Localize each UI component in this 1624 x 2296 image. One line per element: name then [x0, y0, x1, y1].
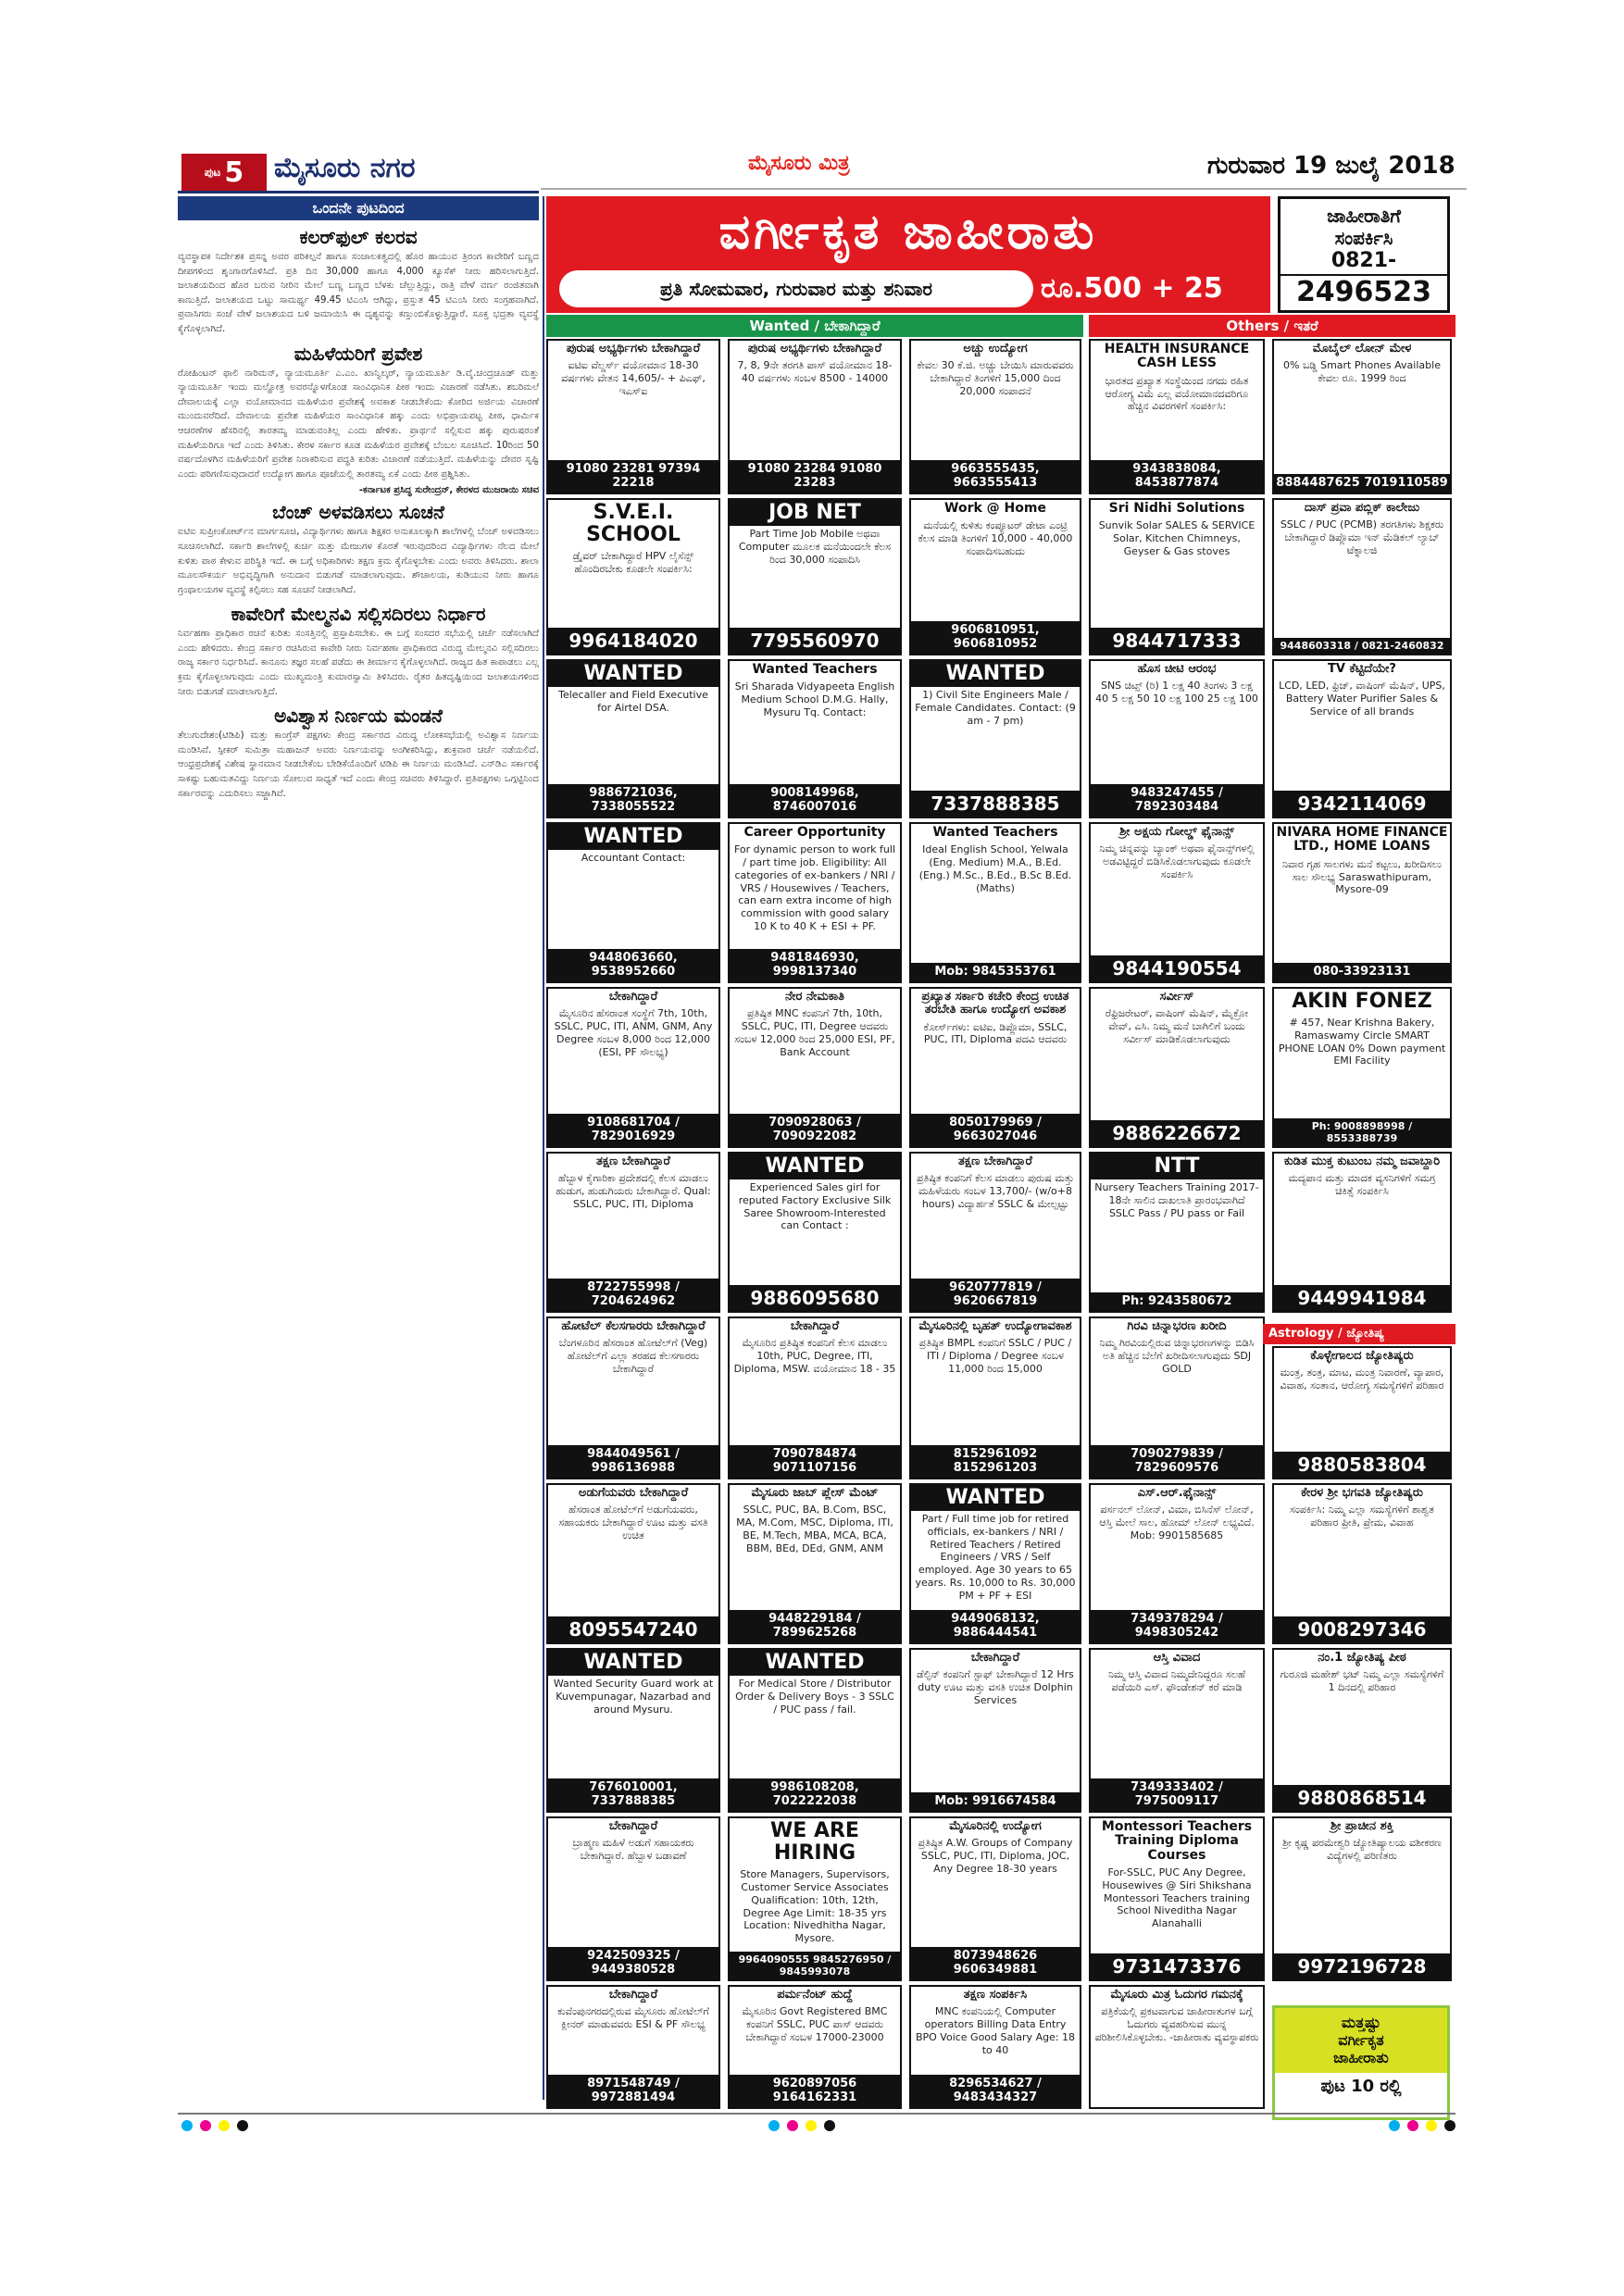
ad-phone: 8971548749 / 9972881494 — [548, 2075, 718, 2107]
ad-text: For-SSLC, PUC Any Degree, Housewives @ Siri Shikshana Montessori Teachers training School Niveditha Nagar Alanahalli — [1102, 1866, 1252, 1930]
classified-ad — [1272, 339, 1452, 494]
contact-line-1: ಜಾಹೀರಾತಿಗೆ — [1327, 205, 1401, 227]
ad-heading: ಬೇಕಾಗಿದ್ದಾರೆ — [608, 990, 658, 1004]
column-divider — [543, 196, 544, 2100]
classified-ad — [909, 987, 1081, 1148]
ad-text: ಹೆಸರಾಂತ ಹೋಟೆಲ್‌ಗೆ ಅಡುಗೆಯವರು, ಸಹಾಯಕರು ಬೇಕಾಗಿದ್ದಾರೆ ಊಟ ಮತ್ತು ವಸತಿ ಉಚಿತ — [558, 1504, 708, 1541]
ad-heading: ತಕ್ಷಣ ಸಂಪರ್ಕಿಸಿ — [963, 1988, 1028, 2002]
ad-heading: Montessori Teachers Training Diploma Courses — [1101, 1819, 1253, 1863]
page-number-badge — [181, 154, 267, 191]
ad-heading: ಬೇಕಾಗಿದ್ದಾರೆ — [970, 1651, 1020, 1665]
ad-text: ಹೆಬ್ಬಾಳ ಕೈಗಾರಿಕಾ ಪ್ರದೇಶದಲ್ಲಿ ಕೆಲಸ ಮಾಡಲು ಹುಡುಗ, ಹುಡುಗಿಯರು ಬೇಕಾಗಿದ್ದಾರೆ. Qual: SSLC, PUC, ITI, Diploma — [556, 1172, 711, 1210]
continued-label: ಒಂದನೇ ಪುಟದಿಂದ — [178, 196, 539, 220]
ad-text: 0% ಬಡ್ಡಿ Smart Phones Available ಕೇವಲ ರೂ. 1999 ರಿಂದ — [1283, 359, 1441, 385]
ad-heading: ಶ್ರೀ ಅಕ್ಷಯ ಗೋಲ್ಡ್ ಫೈನಾನ್ಸ್ — [1119, 825, 1234, 839]
classified-ad — [1089, 1483, 1265, 1644]
footer-rule — [178, 2113, 1455, 2115]
ad-heading: TV ಕೆಟ್ಟಿದೆಯೇ? — [1328, 662, 1396, 676]
ad-text: ರೆಫ್ರಿಜರೇಟರ್, ವಾಷಿಂಗ್ ಮೆಷಿನ್, ಮೈಕ್ರೋ ವೇವ್, ಎಸಿ. ನಿಮ್ಮ ಮನೆ ಬಾಗಿಲಿಗೆ ಬಂದು ಸರ್ವೀಸ್ ಮಾಡಿಕೊಡಲಾಗುವುದು — [1105, 1007, 1249, 1045]
article-headline: ಕಾವೇರಿಗೆ ಮೇಲ್ಮನವಿ ಸಲ್ಲಿಸದಿರಲು ನಿರ್ಧಾರ — [231, 603, 486, 626]
ad-heading: ಮೈಸೂರು ಮಿತ್ರ ಓದುಗರ ಗಮನಕ್ಕೆ — [1110, 1988, 1243, 2002]
ad-text: ಬ್ರಾಹ್ಮಣ ಮಹಿಳೆ ಅಡುಗೆ ಸಹಾಯಕರು ಬೇಕಾಗಿದ್ದಾರೆ. ಹೆಬ್ಬಾಳ ಬಡಾವಣೆ — [572, 1837, 694, 1863]
ad-heading: WANTED — [730, 1650, 900, 1676]
classified-ad — [909, 1152, 1081, 1313]
magenta-dot — [787, 2120, 798, 2131]
ad-text: For dynamic person to work full / part time job. Eligibility: All categories of ex-bankers / NRI / VRS / Housewives / Teachers, can earn extra income of high commission with good salary 10 K to 40 K + ESI + PF. — [733, 843, 896, 932]
classified-ad — [909, 659, 1081, 818]
yellow-dot — [806, 2120, 817, 2131]
classified-ad — [1272, 987, 1452, 1148]
ad-heading: ಶ್ರೀ ಪ್ರಾಚೀನ ಶಕ್ತಿ — [1330, 1819, 1393, 1833]
ad-heading: S.V.E.I. SCHOOL — [586, 501, 681, 547]
ad-text: # 457, Near Krishna Bakery, Ramaswamy Circle SMART PHONE LOAN 0% Down payment EMI Facility — [1278, 1017, 1446, 1067]
ad-heading: JOB NET — [730, 500, 900, 526]
ad-heading: ಹೋಟೆಲ್ ಕೆಲಸಗಾರರು ಬೇಕಾಗಿದ್ದಾರೆ — [561, 1319, 706, 1333]
ad-phone: 9844049561 / 9986136988 — [548, 1445, 718, 1478]
classified-ad — [1089, 1985, 1265, 2109]
ad-phone: 080-33923131 — [1274, 963, 1450, 981]
ad-heading: ಗಿರವಿ ಚಿನ್ನಾಭರಣ ಖರೀದಿ — [1127, 1319, 1227, 1333]
ad-phone: 9844717333 — [1091, 628, 1263, 654]
yellow-dot — [219, 2120, 230, 2131]
ad-heading: ಮೈಸೂರಿನಲ್ಲಿ ಉದ್ಯೋಗ — [949, 1819, 1042, 1833]
ad-heading: Wanted Teachers — [932, 825, 1058, 840]
ad-phone: 9972196728 — [1274, 1953, 1450, 1979]
classified-ad — [1272, 822, 1452, 983]
ad-text: ಪರ್ಸನಲ್ ಲೋನ್, ವಿಮಾ, ಬಿಸಿನೆಸ್ ಲೋನ್, ಆಸ್ತಿ ಮೇಲೆ ಸಾಲ, ಹೋಮ್ ಲೋನ್ ಲಭ್ಯವಿದೆ. Mob: 9901585685 — [1099, 1504, 1255, 1541]
ad-phone: 9448229184 / 7899625268 — [730, 1610, 900, 1642]
classified-ad — [546, 1648, 720, 1813]
ad-phone: 9886721036, 7338055522 — [548, 784, 718, 817]
ad-phone: 7337888385 — [911, 791, 1080, 817]
ad-phone: 9108681704 / 7829016929 — [548, 1114, 718, 1146]
ad-text: ಪ್ರತಿಷ್ಠಿತ MNC ಕಂಪನಿಗೆ 7th, 10th, SSLC, PUC, ITI, Degree ಆದವರು ಸಂಬಳ 12,000 ರಿಂದ 25,000 ESI, PF, Bank Account — [734, 1007, 895, 1058]
classified-ad — [728, 1816, 902, 1981]
ad-heading: ಪುರುಷ ಅಭ್ಯರ್ಥಿಗಳು ಬೇಕಾಗಿದ್ದಾರೆ — [747, 342, 882, 356]
ad-heading: ಕುಡಿತ ಮುಕ್ತ ಕುಟುಂಬ ನಮ್ಮ ಜವಾಬ್ದಾರಿ — [1283, 1154, 1441, 1168]
ad-heading: ಬೇಕಾಗಿದ್ದಾರೆ — [790, 1319, 840, 1333]
ad-phone: 9606810951, 9606810952 — [911, 621, 1080, 654]
ad-phone: 9448603318 / 0821-2460832 — [1274, 638, 1450, 654]
category-astrology: Astrology / ಜ್ಯೋತಿಷ್ಯ — [1263, 1324, 1455, 1344]
ad-phone: 8296534627 / 9483434327 — [911, 2075, 1080, 2107]
more-line-2: ವರ್ಗೀಕೃತ — [1338, 2031, 1384, 2050]
cyan-dot — [768, 2120, 780, 2131]
ad-phone: 9448063660, 9538952660 — [548, 949, 718, 981]
classified-ad — [1272, 1346, 1452, 1479]
ad-phone: 8884487625 7019110589 — [1274, 474, 1450, 493]
ad-phone: 9483247455 / 7892303484 — [1091, 784, 1263, 817]
classified-ad — [909, 822, 1081, 983]
ad-text: ಭಾರತದ ಪ್ರಖ್ಯಾತ ಸಂಸ್ಥೆಯಿಂದ ನಗದು ರಹಿತ ಆರೋಗ್ಯ ವಿಮೆ ಎಲ್ಲ ವಯೋಮಾನದವರಿಗೂ ಹೆಚ್ಚಿನ ವಿವರಗಳಿಗೆ ಸಂಪರ್ಕಿಸಿ: — [1105, 374, 1249, 413]
cyan-dot — [181, 2120, 193, 2131]
ad-text: ಮೈಸೂರಿನ ಪ್ರತಿಷ್ಠಿತ ಕಂಪನಿಗೆ ಕೆಲಸ ಮಾಡಲು 10th, PUC, Degree, ITI, Diploma, MSW. ವಯೋಮಾನ 18 - 35 — [733, 1337, 896, 1375]
black-dot — [1444, 2120, 1455, 2131]
classified-ad — [909, 1483, 1081, 1644]
black-dot — [824, 2120, 835, 2131]
ad-heading: ಬೇಕಾಗಿದ್ದಾರೆ — [608, 1819, 658, 1833]
ad-phone: Mob: 9916674584 — [911, 1792, 1080, 1811]
ad-phone: 9449068132, 9886444541 — [911, 1610, 1080, 1642]
classified-ad — [909, 339, 1081, 494]
color-register-marks-left — [181, 2120, 248, 2131]
page-number: 5 — [224, 156, 244, 189]
more-line-4: ಪುಟ 10 ರಲ್ಲಿ — [1320, 2076, 1402, 2096]
ad-phone: 9986108208, 7022222038 — [730, 1778, 900, 1811]
ad-text: ಸಂಪರ್ಕಿಸಿ: ನಿಮ್ಮ ಎಲ್ಲಾ ಸಮಸ್ಯೆಗಳಿಗೆ ಶಾಶ್ವತ ಪರಿಹಾರ ಪ್ರೀತಿ, ಪ್ರೇಮ, ವಿವಾಹ — [1290, 1504, 1434, 1529]
ad-text: Sri Sharada Vidyapeeta English Medium School D.M.G. Hally, Mysuru Tq. Contact: — [734, 680, 895, 718]
banner-title: ವರ್ಗೀಕೃತ ಜಾಹೀರಾತು — [718, 205, 1098, 260]
classified-ad — [909, 1985, 1081, 2109]
ad-heading: WANTED — [911, 661, 1080, 687]
contact-line-3: 0821- — [1330, 249, 1397, 272]
ad-heading: ಕೇರಳ ಶ್ರೀ ಭಗವತಿ ಜ್ಯೋತಿಷ್ಯರು — [1301, 1486, 1423, 1500]
ad-phone: 7090928063 / 7090922082 — [730, 1114, 900, 1146]
ad-phone: 91080 23281 97394 22218 — [548, 460, 718, 493]
more-line-3: ಜಾಹೀರಾತು — [1333, 2049, 1389, 2067]
ad-phone: 8152961092 8152961203 — [911, 1445, 1080, 1478]
more-line-1: ಮತ್ತಷ್ಟು — [1341, 2014, 1381, 2031]
ad-text: ಪ್ರತಿಷ್ಠಿತ A.W. Groups of Company SSLC, PUC, ITI, Diploma, JOC, Any Degree 18-30 years — [918, 1837, 1073, 1875]
ad-text: ಕೋರ್ಸ್‌ಗಳು: ಐಟಿಐ, ಡಿಪ್ಲೊಮಾ, SSLC, PUC, ITI, Diploma ಪದವಿ ಆದವರು — [923, 1020, 1068, 1046]
ad-text: MNC ಕಂಪನಿಯಲ್ಲಿ Computer operators Billing Data Entry BPO Voice Good Salary Age: 18 to 40 — [915, 2005, 1076, 2056]
ad-phone: 91080 23284 91080 23283 — [730, 460, 900, 493]
classified-ad — [1089, 822, 1265, 983]
ad-phone: 9880868514 — [1274, 1785, 1450, 1811]
classified-ad — [1089, 339, 1265, 494]
ad-phone: 8050179969 / 9663027046 — [911, 1114, 1080, 1146]
ad-phone: 8095547240 — [548, 1616, 718, 1642]
classified-ad — [728, 1648, 902, 1813]
classified-ad — [1089, 987, 1265, 1148]
article-headline: ಕಲರ್‌ಫುಲ್ ಕಲರವ — [299, 226, 418, 248]
date-line: ಗುರುವಾರ 19 ಜುಲೈ 2018 — [1207, 152, 1455, 180]
classified-ad — [546, 987, 720, 1148]
ad-text: ಮೈಸೂರಿನ ಹೆಸರಾಂತ ಸಂಸ್ಥೆಗೆ 7th, 10th, SSLC, PUC, ITI, ANM, GNM, Any Degree ಸಂಬಳ 8,000 ರಿಂದ 12,000 (ESI, PF ಸೌಲಭ್ಯ) — [554, 1007, 713, 1058]
banner-subtitle: ಪ್ರತಿ ಸೋಮವಾರ, ಗುರುವಾರ ಮತ್ತು ಶನಿವಾರ — [559, 270, 1033, 307]
ad-phone: 8073948626 9606349881 — [911, 1947, 1080, 1979]
ad-heading: ದಾಸ್ ಪ್ರವಾ ಪಬ್ಲಿಕ್ ಕಾಲೇಜು — [1304, 501, 1420, 515]
ad-phone: 9342114069 — [1274, 791, 1450, 817]
ad-phone: 9886226672 — [1091, 1120, 1263, 1146]
color-register-marks-right — [1389, 2120, 1455, 2131]
classified-ad — [909, 1816, 1081, 1981]
ad-text: ನಿಮ್ಮ ಗಿರವಿಯಲ್ಲಿರುವ ಚಿನ್ನಾಭರಣಗಳನ್ನು ಬಿಡಿಸಿ ಅತಿ ಹೆಚ್ಚಿನ ಬೆಲೆಗೆ ಖರೀದಿಸಲಾಗುವುದು SDJ GOLD — [1099, 1337, 1255, 1375]
ad-heading: ತಕ್ಷಣ ಬೇಕಾಗಿದ್ದಾರೆ — [958, 1154, 1032, 1168]
article-body: ಐಟಿಐ ಸುಪ್ರೀಂಕೋರ್ಟ್‌ನ ಮಾರ್ಗಸೂಚಿ, ವಿದ್ಯಾರ್ಥಿಗಳು ಹಾಗೂ ಶಿಕ್ಷಕರ ಅನುಕೂಲಕ್ಕಾಗಿ ಶಾಲೆಗಳಲ್ಲಿ ಬೆಂಚ್ ಅಳವಡಿಸಲು ಸೂಚಿಸಲಾಗಿದೆ. ಸರ್ಕಾರಿ ಶಾಲೆಗಳಲ್ಲಿ ಕುರ್ಚಿ ಮತ್ತು ಮೇಜುಗಳ ಕೊರತೆ ಇರುವುದರಿಂದ ವಿದ್ಯಾರ್ಥಿಗಳು ನೆಲದ ಮೇಲೆ ಕುಳಿತು ಪಾಠ ಕೇಳುವ ಪರಿಸ್ಥಿತಿ ಇದೆ. ಈ ಬಗ್ಗೆ ಅಧಿಕಾರಿಗಳು ತಕ್ಷಣ ಕ್ರಮ ಕೈಗೊಳ್ಳಬೇಕು ಎಂದು ಅವರು ತಿಳಿಸಿದರು. ಶಾಲಾ ಮೂಲಸೌಕರ್ಯ ಅಭಿವೃದ್ಧಿಗಾಗಿ ಅನುದಾನ ಬಿಡುಗಡೆ ಮಾಡಲಾಗುವುದು. ಶೌಚಾಲಯ, ಕುಡಿಯುವ ನೀರು ಹಾಗೂ ಗ್ರಂಥಾಲಯಗಳ ವ್ಯವಸ್ಥೆ ಕಲ್ಪಿಸಲು ಸಹ ಸೂಚನೆ ನೀಡಲಾಗಿದೆ. — [178, 527, 539, 595]
color-register-marks-center — [768, 2120, 835, 2131]
article-body: ವ್ಯವಸ್ಥಾಪಕ ನಿರ್ದೇಶಕ ಪ್ರಸನ್ನ ಅವರ ಪರಿಕಲ್ಪನೆ ಹಾಗೂ ಸಂಚಾಲಕತ್ವದಲ್ಲಿ ಹೊರ ಹಾಯುವ ತ್ರಿರಂಗ ಕಾವೇರಿಗೆ ಬಣ್ಣದ ದೀಪಗಳಿಂದ ಶೃಂಗಾರಗೊಳಿಸಿದೆ. ಪ್ರತಿ ದಿನ 30,000 ಹಾಗೂ 4,000 ಕ್ಯೂಸೆಕ್ ನೀರು ಹರಿಸಲಾಗುತ್ತಿದೆ. ಜಲಾಶಯದಿಂದ ಹೊರ ಬರುವ ನೀರಿನ ಮೇಲೆ ಬಣ್ಣ ಬಣ್ಣದ ಬೆಳಕು ಚೆಲ್ಲುತ್ತಿದ್ದು, ರಾತ್ರಿ ವೇಳೆ ವರ್ಣ ರಂಜಿತವಾಗಿ ಕಾಣುತ್ತಿದೆ. ಜಲಾಶಯದ ಒಟ್ಟು ಸಾಮರ್ಥ್ಯ 49.45 ಟಿಎಂಸಿ ಆಗಿದ್ದು, ಪ್ರಸ್ತುತ 45 ಟಿಎಂಸಿ ನೀರು ಸಂಗ್ರಹವಾಗಿದೆ. ಪ್ರವಾಸಿಗರು ಸಂಜೆ ವೇಳೆ ಜಲಾಶಯದ ಬಳಿ ಜಮಾಯಿಸಿ ಈ ದೃಶ್ಯವನ್ನು ಕಣ್ತುಂಬಿಕೊಳ್ಳುತ್ತಿದ್ದಾರೆ. ಸೂಕ್ತ ಭದ್ರತಾ ವ್ಯವಸ್ಥೆ ಕೈಗೊಳ್ಳಲಾಗಿದೆ. — [178, 252, 539, 334]
more-classifieds-box — [1272, 2005, 1450, 2120]
ad-text: ಐಟಿಐ ವೆಲ್ಡರ್ಸ್ ವಯೋಮಾನ 18-30 ವರ್ಷಗಳು ವೇತನ 14,605/- + ಪಿಎಫ್, ಇಎಸ್‌ಐ — [561, 359, 706, 397]
ad-phone: 9620777819 / 9620667819 — [911, 1279, 1080, 1311]
ad-heading: ತಕ್ಷಣ ಬೇಕಾಗಿದ್ದಾರೆ — [596, 1154, 670, 1168]
ad-text: ಮನೆಯಲ್ಲಿ ಕುಳಿತು ಕಂಪ್ಯೂಟರ್ ಡೇಟಾ ಎಂಟ್ರಿ ಕೆಲಸ ಮಾಡಿ ತಿಂಗಳಿಗೆ 10,000 - 40,000 ಸಂಪಾದಿಸಬಹುದು — [918, 519, 1073, 557]
ad-contact-box — [1278, 196, 1450, 313]
ad-text: ಡ್ರೈವರ್ ಬೇಕಾಗಿದ್ದಾರೆ HPV ಲೈಸೆನ್ಸ್ ಹೊಂದಿರಬೇಕು ಕೂಡಲೇ ಸಂಪರ್ಕಿಸಿ: — [572, 550, 694, 576]
ad-heading: WANTED — [548, 824, 718, 850]
yellow-dot — [1426, 2120, 1437, 2131]
ad-text: For Medical Store / Distributor Order & Delivery Boys - 3 SSLC / PUC pass / fail. — [735, 1678, 894, 1716]
article-body: ತೆಲುಗುದೇಶಂ(ಟಿಡಿಪಿ) ಮತ್ತು ಕಾಂಗ್ರೆಸ್ ಪಕ್ಷಗಳು ಕೇಂದ್ರ ಸರ್ಕಾರದ ವಿರುದ್ಧ ಲೋಕಸಭೆಯಲ್ಲಿ ಅವಿಶ್ವಾಸ ನಿರ್ಣಯ ಮಂಡಿಸಿವೆ. ಸ್ಪೀಕರ್ ಸುಮಿತ್ರಾ ಮಹಾಜನ್ ಅವರು ನಿರ್ಣಯವನ್ನು ಅಂಗೀಕರಿಸಿದ್ದು, ಶುಕ್ರವಾರ ಚರ್ಚೆ ನಡೆಯಲಿದೆ. ಆಂಧ್ರಪ್ರದೇಶಕ್ಕೆ ವಿಶೇಷ ಸ್ಥಾನಮಾನ ನೀಡಬೇಕೆಂಬ ಬೇಡಿಕೆಯೊಂದಿಗೆ ಟಿಡಿಪಿ ಈ ನಿರ್ಣಯ ಮಂಡಿಸಿದೆ. ಎನ್‌ಡಿಎ ಸರ್ಕಾರಕ್ಕೆ ಸಾಕಷ್ಟು ಬಹುಮತವಿದ್ದು ನಿರ್ಣಯ ಸೋಲುವ ಸಾಧ್ಯತೆ ಇದೆ ಎಂದು ಕೇಂದ್ರ ಸಚಿವರು ತಿಳಿಸಿದ್ದಾರೆ. ಪ್ರತಿಪಕ್ಷಗಳು ಒಗ್ಗಟ್ಟಿನಿಂದ ಸರ್ಕಾರವನ್ನು ಎದುರಿಸಲು ಸಜ್ಜಾಗಿವೆ. — [178, 730, 539, 799]
classified-ad — [728, 1152, 902, 1313]
classified-ad — [1272, 1816, 1452, 1981]
ad-phone: 7090784874 9071107156 — [730, 1445, 900, 1478]
classified-ad — [1089, 1152, 1265, 1313]
ad-text: Sunvik Solar SALES & SERVICE Solar, Kitchen Chimneys, Geyser & Gas stoves — [1098, 519, 1255, 557]
ad-heading: HEALTH INSURANCE CASH LESS — [1104, 342, 1250, 371]
article-headline: ಅವಿಶ್ವಾಸ ನಿರ್ಣಯ ಮಂಡನೆ — [274, 705, 443, 728]
ad-phone: 9880583804 — [1274, 1452, 1450, 1478]
ad-heading: ಮೊಬೈಲ್ ಲೋನ್ ಮೇಳ — [1312, 342, 1412, 356]
contact-phone: 2496523 — [1280, 274, 1447, 308]
classified-ad — [728, 1316, 902, 1479]
classified-ad — [546, 822, 720, 983]
ad-heading: ಸರ್ವೀಸ್ — [1159, 990, 1194, 1004]
ad-heading: ಎಸ್.ಆರ್.ಫೈನಾನ್ಸ್ — [1137, 1486, 1217, 1500]
article-list — [178, 226, 539, 801]
magenta-dot — [1407, 2120, 1418, 2131]
ad-heading: ಪರ್ಮನೆಂಟ್ ಹುದ್ದೆ — [777, 1988, 853, 2002]
ad-text: SNS ಚಿಟ್ಸ್ (ರಿ) 1 ಲಕ್ಷ 40 ತಿಂಗಳು 3 ಲಕ್ಷ 40 5 ಲಕ್ಷ 50 10 ಲಕ್ಷ 100 25 ಲಕ್ಷ 100 — [1095, 680, 1258, 705]
classifieds-banner — [546, 196, 1270, 313]
ad-heading: WANTED — [548, 1650, 718, 1676]
ad-text: ಮೈಸೂರಿನ Govt Registered BMC ಕಂಪನಿಗೆ SSLC, PUC ಪಾಸ್ ಆದವರು ಬೇಕಾಗಿದ್ದಾರೆ ಸಂಬಳ 17000-23000 — [742, 2005, 888, 2043]
ad-text: SSLC, PUC, BA, B.Com, BSC, MA, M.Com, MSC, Diploma, ITI, BE, M.Tech, MBA, MCA, BCA, BBM, BEd, DEd, GNM, ANM — [736, 1504, 893, 1554]
header-rule-right — [541, 188, 1467, 190]
ad-text: ಡೆಲ್ಫಿನ್ ಕಂಪನಿಗೆ ಸ್ಟಾಫ್ ಬೇಕಾಗಿದ್ದಾರೆ 12 Hrs duty ಊಟ ಮತ್ತು ವಸತಿ ಉಚಿತ Dolphin Services — [917, 1668, 1074, 1706]
ad-text: ಪತ್ರಿಕೆಯಲ್ಲಿ ಪ್ರಕಟವಾಗುವ ಜಾಹೀರಾತುಗಳ ಬಗ್ಗೆ ಓದುಗರು ವ್ಯವಹರಿಸುವ ಮುನ್ನ ಪರಿಶೀಲಿಸಿಕೊಳ್ಳಬೇಕು. -ಜಾಹೀರಾತು ವ್ಯವಸ್ಥಾಪಕರು — [1094, 2005, 1259, 2043]
article-byline: -ಕರ್ನಾಟಕ ಪ್ರಸಿದ್ಧ ಸುರೇಂದ್ರನ್, ಕೇರಳದ ಮುಜರಾಯಿ ಸಚಿವ — [358, 485, 539, 496]
ad-text: ಬೆಂಗಳೂರಿನ ಹೆಸರಾಂತ ಹೋಟೆಲ್‌ಗೆ (Veg) ಹೋಟೆಲ್‌ಗೆ ಎಲ್ಲಾ ತರಹದ ಕೆಲಸಗಾರರು ಬೇಕಾಗಿದ್ದಾರೆ — [558, 1337, 708, 1375]
classified-ad — [909, 1316, 1081, 1479]
ad-text: Store Managers, Supervisors, Customer Service Associates Qualification: 10th, 12th, Degree Age Limit: 18-35 yrs Location: Nivedhitha Nagar, Mysore. — [740, 1868, 890, 1945]
article-headline: ಬೆಂಚ್ ಅಳವಡಿಸಲು ಸೂಚನೆ — [272, 501, 444, 524]
ad-text: ಮದ್ಯಪಾನ ಮತ್ತು ಮಾದಕ ವ್ಯಸನಿಗಳಿಗೆ ಸಮಗ್ರ ಚಿಕಿತ್ಸೆ ಸಂಪರ್ಕಿಸಿ — [1288, 1172, 1436, 1198]
classified-ad — [1272, 1152, 1452, 1313]
ad-heading: ಕೊಳ್ಳೇಗಾಲದ ಜ್ಯೋತಿಷ್ಯರು — [1310, 1349, 1414, 1363]
classified-ad — [1089, 498, 1265, 655]
ad-phone: 9964090555 9845276950 / 9845993078 — [730, 1952, 900, 1979]
classified-ad — [546, 659, 720, 818]
ad-heading: WANTED — [730, 1154, 900, 1179]
ad-heading: ಬೇಕಾಗಿದ್ದಾರೆ — [608, 1988, 658, 2002]
classified-ad — [1272, 498, 1452, 655]
classified-ad — [546, 1152, 720, 1313]
ad-phone: 9008149968, 8746007016 — [730, 784, 900, 817]
ad-text: Wanted Security Guard work at Kuvempunagar, Nazarbad and around Mysuru. — [553, 1678, 714, 1716]
classified-ad — [1089, 1816, 1265, 1981]
ad-text: Part / Full time job for retired officials, ex-bankers / NRI / Retired Teachers / Retired Engineers / VRS / Self employed. Age 30 years to 65 years. Rs. 10,000 to Rs. 30,000 PM + PF + ESI — [915, 1513, 1076, 1602]
ad-phone: Mob: 9845353761 — [911, 963, 1080, 981]
ad-text: ಪ್ರತಿಷ್ಠಿತ ಕಂಪನಿಗೆ ಕೆಲಸ ಮಾಡಲು ಪುರುಷ ಮತ್ತು ಮಹಿಳೆಯರು ಸಂಬಳ 13,700/- (w/o+8 hours) ವಿದ್ಯಾರ್ಹತೆ SSLC & ಮೇಲ್ಪಟ್ಟು — [917, 1172, 1074, 1210]
ad-heading: ನೇರ ನೇಮಕಾತಿ — [784, 990, 845, 1004]
ad-phone: Ph: 9008898998 / 8553388739 — [1274, 1118, 1450, 1146]
ad-phone: 9481846930, 9998137340 — [730, 949, 900, 981]
classified-ad — [546, 1985, 720, 2109]
classified-ad — [546, 1483, 720, 1644]
classified-ad — [1272, 1648, 1452, 1813]
article-headline: ಮಹಿಳೆಯರಿಗೆ ಪ್ರವೇಶ — [294, 342, 423, 365]
classified-ad — [728, 498, 902, 655]
ad-heading: Sri Nidhi Solutions — [1108, 501, 1245, 516]
ad-heading: Work @ Home — [944, 501, 1046, 516]
ad-heading: NTT — [1091, 1154, 1263, 1179]
ad-text: ಕೇವಲ 30 ಕೆ.ಜಿ. ಅಚ್ಚು ಬೇಯಿಸಿ ಮಾರುವವರು ಬೇಕಾಗಿದ್ದಾರೆ ತಿಂಗಳಿಗೆ 15,000 ದಿಂದ 20,000 ಸಂಪಾದನೆ — [917, 359, 1074, 397]
category-wanted: Wanted / ಬೇಕಾಗಿದ್ದಾರೆ — [546, 315, 1083, 337]
banner-price: ರೂ.500 + 25 — [1041, 272, 1223, 305]
ad-text: ನಿಮ್ಮ ಚಿನ್ನವನ್ನು ಬ್ಯಾಂಕ್ ಅಥವಾ ಫೈನಾನ್ಸ್‌ಗಳಲ್ಲಿ ಅಡವಿಟ್ಟಿದ್ದರೆ ಬಿಡಿಸಿಕೊಡಲಾಗುವುದು ಕೂಡಲೇ ಸಂಪರ್ಕಿಸಿ — [1099, 842, 1255, 880]
classified-ad — [1089, 659, 1265, 818]
ad-heading: ಪುರುಷ ಅಭ್ಯರ್ಥಿಗಳು ಬೇಕಾಗಿದ್ದಾರೆ — [566, 342, 701, 356]
ad-text: ಶ್ರೀ ಕೃಷ್ಣ ಪರಮೇಶ್ವರಿ ಜ್ಯೋತಿಷ್ಯಾಲಯ ವಶೀಕರಣ ವಿದ್ಯೆಗಳಲ್ಲಿ ಪರಿಣಿತರು — [1282, 1837, 1442, 1863]
magenta-dot — [200, 2120, 211, 2131]
ad-text: Nursery Teachers Training 2017-18ನೇ ಸಾಲಿನ ದಾಖಲಾತಿ ಪ್ರಾರಂಭವಾಗಿದೆ SSLC Pass / PU pass or Fail — [1094, 1181, 1259, 1219]
news-column — [178, 196, 539, 2100]
ad-heading: ಅಚ್ಚು ಉದ್ಯೋಗ — [963, 342, 1028, 356]
ad-text: ನಿಮ್ಮ ಆಸ್ತಿ ವಿವಾದ ನಿಮ್ಮದೇನಿದ್ದರೂ ಸಲಹೆ ಪಡೆಯಿರಿ ಎಸ್. ಫೌಂಡೇಶನ್ ಕರೆ ಮಾಡಿ — [1107, 1668, 1246, 1694]
ad-text: SSLC / PUC (PCMB) ತರಗತಿಗಳು ಶಿಕ್ಷಕರು ಬೇಕಾಗಿದ್ದಾರೆ ಡಿಪ್ಲೊಮಾ ಇನ್ ಮೆಡಿಕಲ್ ಲ್ಯಾಬ್ ಟೆಕ್ನಾಲಜಿ — [1280, 518, 1444, 556]
ad-text: Part Time Job Mobile ಅಥವಾ Computer ಮೂಲಕ ಮನೆಯಿಂದಲೇ ಕೆಲಸ ರಿಂದ 30,000 ಸಂಪಾದಿಸಿ — [738, 528, 892, 566]
classified-ad — [546, 339, 720, 494]
classified-ad — [728, 1483, 902, 1644]
ad-heading: WANTED — [548, 661, 718, 687]
ad-text: ಕುವೆಂಪುನಗರದಲ್ಲಿರುವ ಮೈಸೂರು ಹೋಟೆಲ್‌ಗೆ ಕ್ಲೀನರ್ ಮಾಡುವವರು ESI & PF ಸೌಲಭ್ಯ — [557, 2005, 709, 2031]
ad-text: ಗುರೂಜಿ ಮಹೇಶ್ ಭಟ್ ನಿಮ್ಮ ಎಲ್ಲಾ ಸಮಸ್ಯೆಗಳಿಗೆ 1 ದಿನದಲ್ಲಿ ಪರಿಹಾರ — [1280, 1668, 1444, 1694]
article-body: ನಿರ್ವಹಣಾ ಪ್ರಾಧಿಕಾರ ರಚನೆ ಕುರಿತು ಸಂಸತ್ತಿನಲ್ಲಿ ಪ್ರಸ್ತಾಪಿಸಬೇಕು. ಈ ಬಗ್ಗೆ ಸಂಸದರ ಸಭೆಯಲ್ಲಿ ಚರ್ಚೆ ನಡೆಸಲಾಗಿದೆ ಎಂದು ಹೇಳಿದರು. ಕೇಂದ್ರ ಸರ್ಕಾರ ರಚಿಸಿರುವ ಕಾವೇರಿ ನೀರು ನಿರ್ವಹಣಾ ಪ್ರಾಧಿಕಾರದ ವಿರುದ್ಧ ಮೇಲ್ಮನವಿ ಸಲ್ಲಿಸದಿರಲು ರಾಜ್ಯ ಸರ್ಕಾರ ನಿರ್ಧರಿಸಿದೆ. ಕಾನೂನು ತಜ್ಞರ ಸಲಹೆ ಪಡೆದು ಈ ತೀರ್ಮಾನ ಕೈಗೊಳ್ಳಲಾಗಿದೆ. ರಾಜ್ಯದ ಹಿತ ಕಾಪಾಡಲು ಎಲ್ಲ ಕ್ರಮ ಕೈಗೊಳ್ಳಲಾಗುವುದು ಎಂದು ಮುಖ್ಯಮಂತ್ರಿ ಕುಮಾರಸ್ವಾಮಿ ತಿಳಿಸಿದರು. ರೈತರ ಹಿತದೃಷ್ಟಿಯಿಂದ ಜಲಾಶಯಗಳಿಂದ ನೀರು ಬಿಡುಗಡೆ ಮಾಡಲಾಗುತ್ತಿದೆ. — [178, 629, 539, 697]
ad-heading: AKIN FONEZ — [1292, 990, 1432, 1013]
ad-phone: 9731473376 — [1091, 1953, 1263, 1979]
ad-phone: 9886095680 — [730, 1285, 900, 1311]
article-body: ರೋಹಿಂಟನ್ ಫಾಲಿ ನಾರಿಮನ್, ನ್ಯಾಯಮೂರ್ತಿ ಎ.ಎಂ. ಖಾನ್ವಿಲ್ಕರ್, ನ್ಯಾಯಮೂರ್ತಿ ಡಿ.ವೈ.ಚಂದ್ರಚೂಡ್ ಮತ್ತು ನ್ಯಾಯಮೂರ್ತಿ ಇಂದು ಮಲ್ಹೋತ್ರ ಅವರನ್ನೊಳಗೊಂಡ ಸಾಂವಿಧಾನಿಕ ಪೀಠ ಇಂದು ವಿಚಾರಣೆ ನಡೆಸಿತು. ಶಬರಿಮಲೆ ದೇವಾಲಯಕ್ಕೆ ಎಲ್ಲಾ ವಯೋಮಾನದ ಮಹಿಳೆಯರ ಪ್ರವೇಶಕ್ಕೆ ಅವಕಾಶ ನೀಡಬೇಕೆಂದು ಕೋರಿದ ಅರ್ಜಿಯ ವಿಚಾರಣೆ ಮುಂದುವರೆದಿದೆ. ದೇವಾಲಯ ಪ್ರವೇಶ ಮಹಿಳೆಯರ ಸಾಂವಿಧಾನಿಕ ಹಕ್ಕು ಎಂದು ಅಭಿಪ್ರಾಯಪಟ್ಟ ಪೀಠ, ಧಾರ್ಮಿಕ ಆಚರಣೆಗಳ ಹೆಸರಿನಲ್ಲಿ ತಾರತಮ್ಯ ಮಾಡುವಂತಿಲ್ಲ ಎಂದು ಹೇಳಿತು. ಪ್ರಾರ್ಥನೆ ಸಲ್ಲಿಸುವ ಹಕ್ಕು ಪುರುಷರಂತೆ ಮಹಿಳೆಯರಿಗೂ ಇದೆ ಎಂದು ತಿಳಿಸಿತು. ಕೇರಳ ಸರ್ಕಾರ ಕೂಡ ಮಹಿಳೆಯರ ಪ್ರವೇಶಕ್ಕೆ ಬೆಂಬಲ ಸೂಚಿಸಿದೆ. 10ರಿಂದ 50 ವರ್ಷದೊಳಗಿನ ಮಹಿಳೆಯರಿಗೆ ಪ್ರವೇಶ ನಿರಾಕರಿಸುವ ಪದ್ಧತಿ ಕುರಿತು ವಿಚಾರಣೆ ನಡೆಯುತ್ತಿದೆ. ಮಹಿಳೆಯನ್ನು ದೇವರ ಸೃಷ್ಟಿ ಎಂದು ಪರಿಗಣಿಸುವುದಾದರೆ ಉದ್ಯೋಗ ಹಾಗೂ ಪೂಜೆಯಲ್ಲಿ ತಾರತಮ್ಯ ಏಕೆ ಎಂದು ಪೀಠ ಪ್ರಶ್ನಿಸಿತು. — [178, 368, 539, 480]
classified-ad — [1272, 659, 1452, 818]
cyan-dot — [1389, 2120, 1400, 2131]
ad-text: ಮಂತ್ರ, ತಂತ್ರ, ಮಾಟ, ಮಂತ್ರ ನಿವಾರಣೆ, ವ್ಯಾಪಾರ, ವಿವಾಹ, ಸಂತಾನ, ಆರೋಗ್ಯ ಸಮಸ್ಯೆಗಳಿಗೆ ಪರಿಹಾರ — [1280, 1366, 1444, 1392]
ad-text: 7, 8, 9ನೇ ತರಗತಿ ಪಾಸ್ ವಯೋಮಾನ 18-40 ವರ್ಷಗಳು ಸಂಬಳ 8500 - 14000 — [737, 359, 893, 385]
ad-phone: 9343838084, 8453877874 — [1091, 460, 1263, 493]
ad-heading: Wanted Teachers — [752, 662, 878, 677]
classified-ad — [909, 1648, 1081, 1813]
masthead-logo: ಮೈಸೂರು ಮಿತ್ರ — [748, 152, 850, 175]
classified-ad — [728, 659, 902, 818]
ad-heading: NIVARA HOME FINANCE LTD., HOME LOANS — [1276, 825, 1448, 855]
section-title: ಮೈಸೂರು ನಗರ — [274, 152, 416, 184]
classified-ad — [1272, 1483, 1452, 1644]
ad-phone: 7090279839 / 7829609576 — [1091, 1445, 1263, 1478]
page-prefix: ಪುಟ — [204, 165, 221, 179]
ad-phone: 8722755998 / 7204624962 — [548, 1279, 718, 1311]
classified-ad — [546, 498, 720, 655]
ad-phone: 9449941984 — [1274, 1285, 1450, 1311]
ad-text: Experienced Sales girl for reputed Factory Exclusive Silk Saree Showroom-Interested can Contact : — [738, 1181, 892, 1232]
ad-phone: 7676010001, 7337888385 — [548, 1778, 718, 1811]
ad-heading: ನಂ.1 ಜ್ಯೋತಿಷ್ಯ ಪೀಠ — [1318, 1651, 1406, 1665]
ad-heading: Career Opportunity — [743, 825, 886, 840]
ad-phone: 9242509325 / 9449380528 — [548, 1947, 718, 1979]
classified-ad — [728, 822, 902, 983]
classified-ad — [728, 1985, 902, 2109]
ad-phone: 9964184020 — [548, 628, 718, 654]
ad-phone: Ph: 9243580672 — [1091, 1292, 1263, 1311]
ad-phone: 7349378294 / 9498305242 — [1091, 1610, 1263, 1642]
contact-line-2: ಸಂಪರ್ಕಿಸಿ — [1334, 227, 1393, 249]
ad-text: 1) Civil Site Engineers Male / Female Candidates. Contact: (9 am - 7 pm) — [915, 689, 1076, 727]
classified-ad — [728, 987, 902, 1148]
ad-heading: ಹೊಸ ಚೀಟಿ ಆರಂಭ — [1137, 662, 1217, 676]
classified-ad — [1089, 1316, 1265, 1479]
ad-text: ಪ್ರತಿಷ್ಠಿತ BMPL ಕಂಪನಿಗೆ SSLC / PUC / ITI / Diploma / Degree ಸಂಬಳ 11,000 ರಿಂದ 15,000 — [918, 1337, 1072, 1375]
ad-text: Accountant Contact: — [581, 852, 686, 865]
classified-ad — [546, 1316, 720, 1479]
ad-heading: ಮೈಸೂರು ಜಾಬ್ ಪ್ಲೇಸ್ ಮೆಂಟ್ — [751, 1486, 879, 1500]
ad-text: Telecaller and Field Executive for Airtel DSA. — [558, 689, 708, 714]
ad-phone: 7795560970 — [730, 628, 900, 654]
ad-phone: 9844190554 — [1091, 955, 1263, 981]
classified-ad — [728, 339, 902, 494]
ad-text: LCD, LED, ಫ್ರಿಜ್, ವಾಷಿಂಗ್ ಮೆಷಿನ್, UPS, Battery Water Purifier Sales & Service of all brands — [1279, 680, 1445, 718]
classified-ad — [1089, 1648, 1265, 1813]
category-others: Others / ಇತರೆ — [1089, 315, 1455, 337]
classified-ad — [909, 498, 1081, 655]
ad-heading: ಅಡುಗೆಯವರು ಬೇಕಾಗಿದ್ದಾರೆ — [578, 1486, 689, 1500]
ad-text: Ideal English School, Yelwala (Eng. Medium) M.A., B.Ed. (Eng.) M.Sc., B.Ed., B.Sc B.Ed. (Maths) — [918, 843, 1072, 894]
ad-heading: WE ARE HIRING — [770, 1819, 859, 1866]
ad-phone: 9663555435, 9663555413 — [911, 460, 1080, 493]
ad-text: ನಿವಾರ ಗೃಹ ಸಾಲಗಳು ಮನೆ ಕಟ್ಟಲು, ಖರೀದಿಸಲು ಸಾಲ ಸೌಲಭ್ಯ Saraswathipuram, Mysore-09 — [1281, 857, 1443, 896]
ad-heading: ಆಸ್ತಿ ವಿವಾದ — [1153, 1651, 1201, 1665]
ad-heading: ಪ್ರಖ್ಯಾತ ಸರ್ಕಾರಿ ಕಚೇರಿ ಕೇಂದ್ರ ಉಚಿತ ತರಬೇತಿ ಹಾಗೂ ಉದ್ಯೋಗ ಅವಕಾಶ — [921, 990, 1069, 1017]
ad-heading: ಮೈಸೂರಿನಲ್ಲಿ ಬೃಹತ್ ಉದ್ಯೋಗಾವಕಾಶ — [918, 1319, 1072, 1333]
ad-heading: WANTED — [911, 1485, 1080, 1511]
black-dot — [237, 2120, 248, 2131]
classified-ad — [546, 1816, 720, 1981]
ad-phone: 7349333402 / 7975009117 — [1091, 1778, 1263, 1811]
header-rule — [178, 191, 539, 193]
ad-phone: 9008297346 — [1274, 1616, 1450, 1642]
ad-phone: 9620897056 9164162331 — [730, 2075, 900, 2107]
